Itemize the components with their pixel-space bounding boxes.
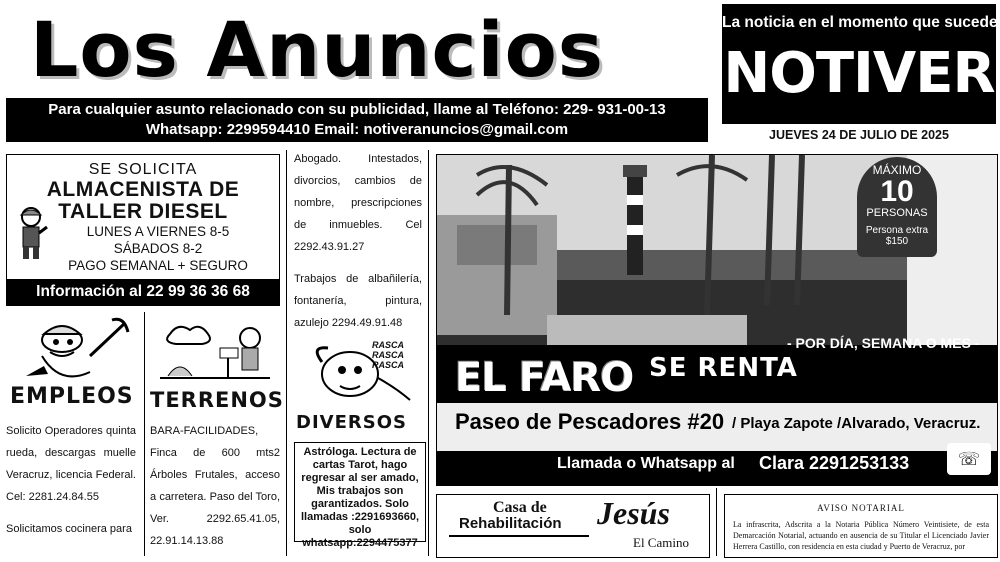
- ad-line-horario-1: LUNES A VIERNES 8-5: [86, 224, 230, 239]
- column-divider: [716, 488, 717, 556]
- brand-name: NOTIVER: [723, 41, 995, 106]
- ad-line-solicita: SE SOLICITA: [88, 161, 198, 178]
- column-divider: [286, 150, 287, 556]
- whatsapp-icon: ☏: [947, 443, 991, 475]
- issue-date: JUEVES 24 DE JULIO DE 2025: [769, 128, 949, 142]
- ad-line-almacenista: ALMACENISTA DE: [46, 178, 240, 201]
- rehab-line2: Rehabilitación: [459, 515, 562, 532]
- section-terrenos: TERRENOS: [150, 388, 284, 412]
- worker-icon: [13, 205, 49, 261]
- faro-address-city: / Playa Zapote /Alvarado, Veracruz.: [732, 415, 981, 432]
- classified-item: Solicitamos cocinera para: [6, 523, 132, 535]
- empleos-cartoon-icon: [20, 316, 130, 386]
- faro-renta: SE RENTA: [649, 353, 798, 383]
- rehab-rule: [449, 535, 589, 537]
- contact-line-whatsapp: Whatsapp: 2299594410 Email: notiveranuncios@gmail.com: [145, 121, 569, 138]
- capacity-number: 10: [880, 175, 914, 208]
- faro-periodo: - POR DÍA, SEMANA O MES -: [787, 335, 980, 351]
- column-divider: [428, 150, 429, 556]
- ad-line-pago: PAGO SEMANAL + SEGURO: [68, 258, 248, 273]
- rehab-brand-sub: El Camino: [633, 535, 689, 550]
- notiver-brand-box: [722, 4, 996, 124]
- ad-line-horario-2: SÁBADOS 8-2: [113, 241, 203, 256]
- section-empleos: EMPLEOS: [10, 384, 134, 409]
- terrenos-column: [150, 420, 280, 562]
- ad-almacenista: [6, 154, 280, 306]
- capacity-maximo: MÁXIMO: [872, 163, 922, 177]
- faro-title: EL FARO: [455, 355, 634, 401]
- ad-astrologa: Astróloga. Lectura de cartas Tarot, hago regresar al ser amado, Mis trabajos son garantizados. Solo llamadas :2291693660, solo whatsapp:2294475377: [294, 442, 426, 542]
- diversos-top-column: [294, 148, 422, 344]
- ad-info-bar: Información al 22 99 36 36 68: [7, 279, 279, 305]
- aviso-text: La infrascrita, Adscrita a la Notaria Pública Número Veintisiete, de esta Demarcación Notarial, actuando en ausencia de su Titular el Licenciado Javier Herrera Castillo, con residencia en esta ciudad y Puerto de Veracruz, por: [733, 520, 989, 551]
- capacity-personas: PERSONAS: [866, 207, 928, 219]
- aviso-title: AVISO NOTARIAL: [817, 503, 905, 513]
- classified-item: BARA-FACILIDADES, Finca de 600 mts2 Árboles Frutales, acceso a carretera. Paso del Toro, Ver. 2292.65.41.05, 22.91.14.13.88: [150, 425, 280, 547]
- brand-tagline: La noticia en el momento que sucede: [722, 14, 998, 31]
- classified-item: Solicito Operadores quinta rueda, descargas muelle Veracruz, licencia Federal. Cel: 2281.24.84.55: [6, 425, 136, 503]
- contact-bar: [6, 98, 708, 142]
- masthead-title: Los Anuncios: [30, 5, 605, 94]
- classified-item: Trabajos de albañilería, fontanería, pintura, azulejo 2294.49.91.48: [294, 273, 422, 329]
- capacity-badge: [857, 157, 937, 257]
- classified-item: Abogado. Intestados, divorcios, cambios de nombre, prescripciones de inmuebles. Cel 2292.43.91.27: [294, 153, 422, 253]
- rasca-label: RASCA RASCA RASCA: [372, 340, 405, 370]
- ad-rehabilitacion: [436, 494, 710, 558]
- rehab-brand: Jesús: [597, 495, 670, 531]
- empleos-column: [6, 420, 136, 550]
- faro-address: Paseo de Pescadores #20: [455, 409, 725, 434]
- contact-line-phone: Para cualquier asunto relacionado con su publicidad, llame al Teléfono: 229- 931-00-13: [48, 101, 666, 118]
- ad-el-faro: [436, 154, 998, 486]
- column-divider: [144, 312, 145, 556]
- faro-call-label: Llamada o Whatsapp al: [557, 455, 735, 472]
- ad-line-taller: TALLER DIESEL: [58, 200, 228, 223]
- faro-contact: Clara 2291253133: [759, 453, 910, 473]
- section-diversos: DIVERSOS: [296, 412, 407, 433]
- capacity-extra: Persona extra $150: [865, 225, 929, 247]
- rehab-line1: Casa de: [493, 499, 547, 516]
- aviso-notarial: [724, 494, 998, 558]
- terrenos-cartoon-icon: [150, 318, 280, 388]
